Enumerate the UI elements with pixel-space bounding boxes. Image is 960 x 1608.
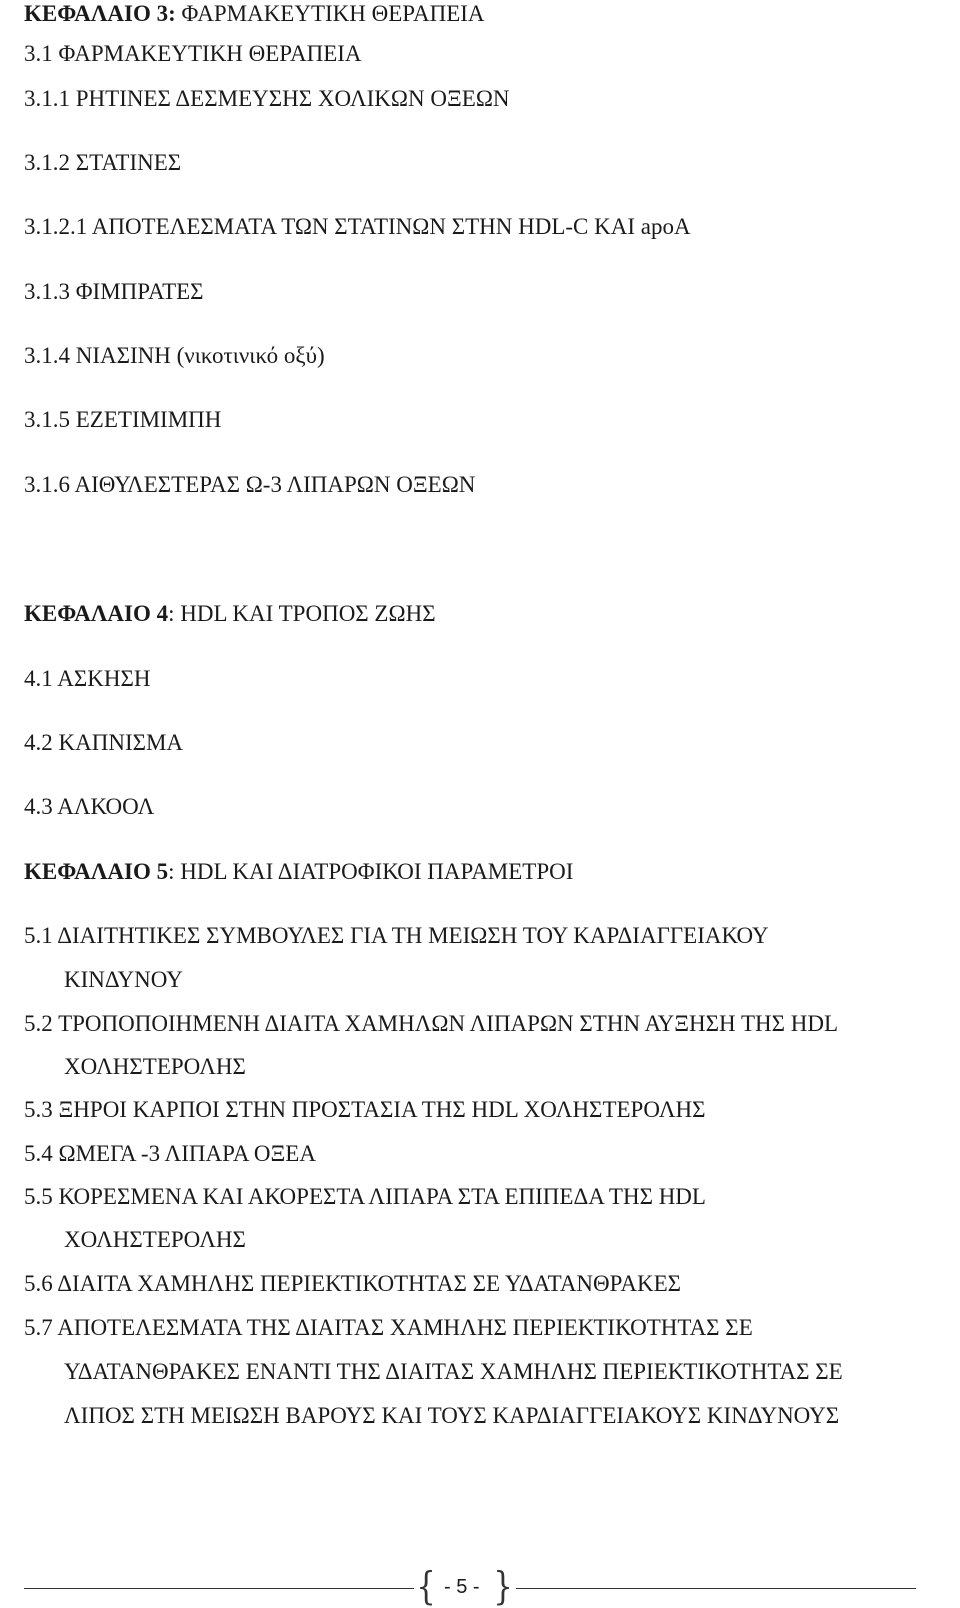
toc-entry-5-5-continued: ΧΟΛΗΣΤΕΡΟΛΗΣ [64,1227,246,1252]
page-footer [0,1564,960,1608]
toc-entry-5-7-continued-2: ΛΙΠΟΣ ΣΤΗ ΜΕΙΩΣΗ ΒΑΡΟΥΣ ΚΑΙ ΤΟΥΣ ΚΑΡΔΙΑΓΓΕΙΑΚΟΥΣ ΚΙΝΔΥΝΟΥΣ [64,1403,840,1428]
toc-entry-3-1-1: 3.1.1 ΡΗΤΙΝΕΣ ΔΕΣΜΕΥΣΗΣ ΧΟΛΙΚΩΝ ΟΞΕΩΝ [24,86,510,111]
toc-entry-4-2: 4.2 ΚΑΠΝΙΣΜΑ [24,730,184,755]
left-brace-icon: { [416,1564,436,1608]
toc-entry-5-6: 5.6 ΔΙΑΙΤΑ ΧΑΜΗΛΗΣ ΠΕΡΙΕΚΤΙΚΟΤΗΤΑΣ ΣΕ ΥΔΑΤΑΝΘΡΑΚΕΣ [24,1271,682,1296]
toc-entry-3-1-4: 3.1.4 ΝΙΑΣΙΝΗ (νικοτινικό οξύ) [24,343,325,368]
chapter-4-label: ΚΕΦΑΛΑΙΟ 4 [24,601,169,626]
toc-entry-3-1-6: 3.1.6 ΑΙΘΥΛΕΣΤΕΡΑΣ Ω-3 ΛΙΠΑΡΩΝ ΟΞΕΩΝ [24,472,476,497]
chapter-3-label: ΚΕΦΑΛΑΙΟ 3: [24,1,176,26]
toc-entry-3-1-2: 3.1.2 ΣΤΑΤΙΝΕΣ [24,150,182,175]
toc-entry-5-2-continued: ΧΟΛΗΣΤΕΡΟΛΗΣ [64,1054,246,1079]
toc-entry-5-7: 5.7 ΑΠΟΤΕΛΕΣΜΑΤΑ ΤΗΣ ΔΙΑΙΤΑΣ ΧΑΜΗΛΗΣ ΠΕΡΙΕΚΤΙΚΟΤΗΤΑΣ ΣΕ [24,1315,753,1340]
toc-entry-3-1-2-1: 3.1.2.1 ΑΠΟΤΕΛΕΣΜΑΤΑ ΤΩΝ ΣΤΑΤΙΝΩΝ ΣΤΗΝ HDL-C ΚΑΙ apoA [24,214,691,239]
toc-entry-5-4: 5.4 ΩΜΕΓΑ -3 ΛΙΠΑΡΑ ΟΞΕΑ [24,1141,316,1166]
toc-entry-4-3: 4.3 ΑΛΚΟΟΛ [24,794,155,819]
chapter-5-label: ΚΕΦΑΛΑΙΟ 5 [24,859,169,884]
toc-entry-5-1: 5.1 ΔΙΑΙΤΗΤΙΚΕΣ ΣΥΜΒΟΥΛΕΣ ΓΙΑ ΤΗ ΜΕΙΩΣΗ ΤΟΥ ΚΑΡΔΙΑΓΓΕΙΑΚΟΥ [24,923,769,948]
toc-entry-5-2: 5.2 ΤΡΟΠΟΠΟΙΗΜΕΝΗ ΔΙΑΙΤΑ ΧΑΜΗΛΩΝ ΛΙΠΑΡΩΝ ΣΤΗΝ ΑΥΞΗΣΗ ΤΗΣ HDL [24,1011,839,1036]
toc-entry-5-1-continued: ΚΙΝΔΥΝΟΥ [64,967,183,992]
toc-entry-3-1-3: 3.1.3 ΦΙΜΠΡΑΤΕΣ [24,279,204,304]
chapter-4-heading [24,600,436,628]
footer-rule-right [516,1588,916,1589]
footer-rule-left [24,1588,414,1589]
chapter-3-title: ΦΑΡΜΑΚΕΥΤΙΚΗ ΘΕΡΑΠΕΙΑ [175,1,485,26]
page-number: - 5 - [444,1576,480,1598]
chapter-5-title: : HDL ΚΑΙ ΔΙΑΤΡΟΦΙΚΟΙ ΠΑΡΑΜΕΤΡΟΙ [168,859,574,884]
toc-entry-3-1-5: 3.1.5 ΕΖΕΤΙΜΙΜΠΗ [24,407,222,432]
toc-entry-5-3: 5.3 ΞΗΡΟΙ ΚΑΡΠΟΙ ΣΤΗΝ ΠΡΟΣΤΑΣΙΑ ΤΗΣ HDL ΧΟΛΗΣΤΕΡΟΛΗΣ [24,1097,706,1122]
chapter-4-title: : HDL ΚΑΙ ΤΡΟΠΟΣ ΖΩΗΣ [168,601,436,626]
right-brace-icon: } [493,1564,513,1608]
toc-entry-5-7-continued-1: ΥΔΑΤΑΝΘΡΑΚΕΣ ΕΝΑΝΤΙ ΤΗΣ ΔΙΑΙΤΑΣ ΧΑΜΗΛΗΣ ΠΕΡΙΕΚΤΙΚΟΤΗΤΑΣ ΣΕ [64,1359,843,1384]
toc-entry-5-5: 5.5 ΚΟΡΕΣΜΕΝΑ ΚΑΙ ΑΚΟΡΕΣΤΑ ΛΙΠΑΡΑ ΣΤΑ ΕΠΙΠΕΔΑ ΤΗΣ HDL [24,1184,706,1209]
chapter-5-heading [24,858,573,886]
toc-entry-4-1: 4.1 ΑΣΚΗΣΗ [24,666,151,691]
toc-entry-3-1: 3.1 ΦΑΡΜΑΚΕΥΤΙΚΗ ΘΕΡΑΠΕΙΑ [24,41,362,66]
chapter-3-heading [24,0,485,28]
